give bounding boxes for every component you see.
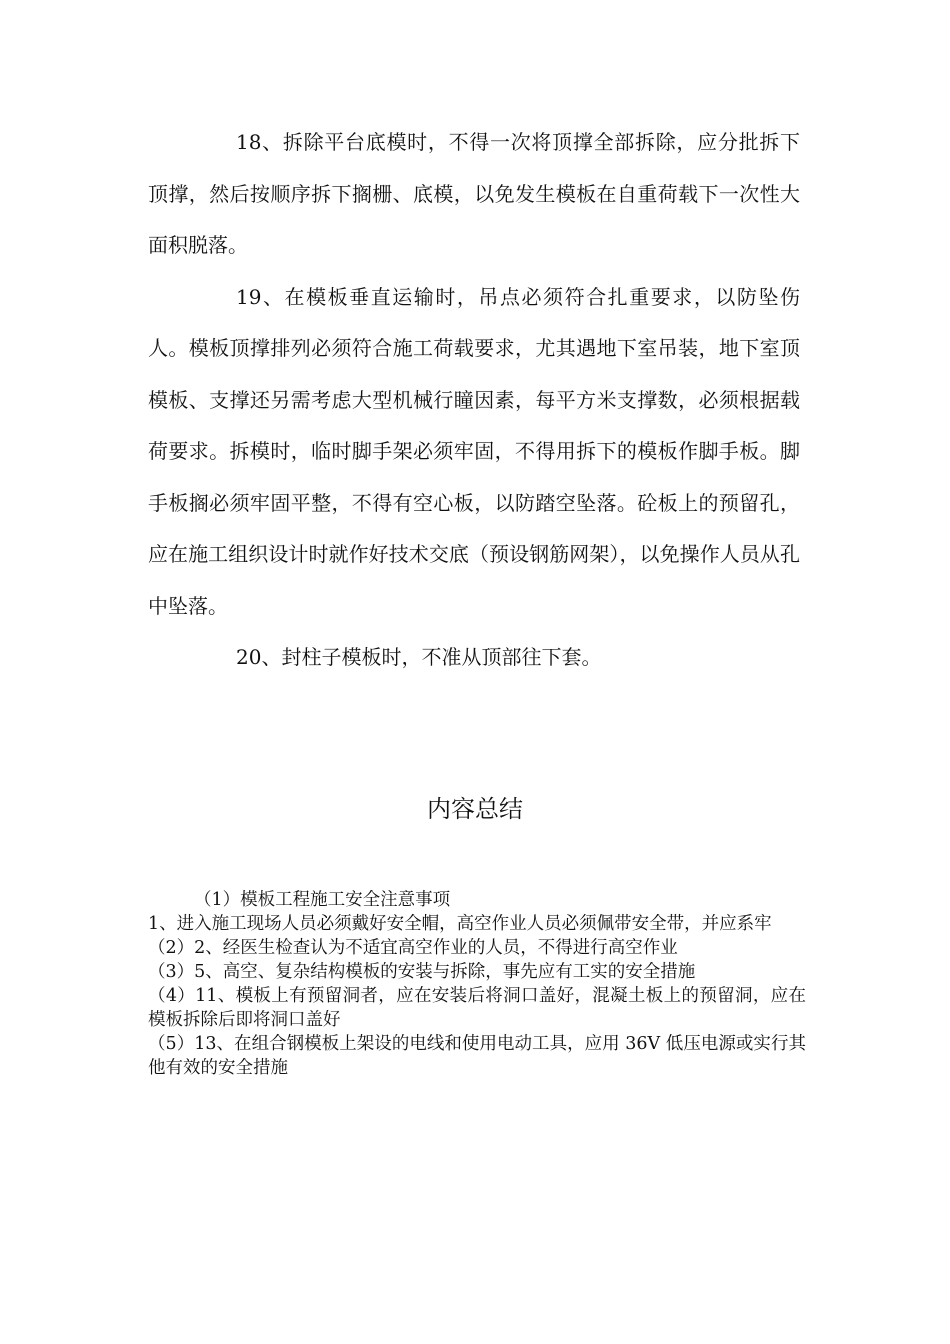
summary-item: （4）11、模板上有预留洞者，应在安装后将洞口盖好，混凝土板上的预留洞，应在模板拆除后即将洞口盖好 — [148, 986, 806, 1030]
summary-item: （5）13、在组合钢模板上架设的电线和使用电动工具，应用 36V 低压电源或实行其他有效的安全措施 — [148, 1034, 806, 1078]
summary-list — [148, 888, 806, 1080]
paragraph-19: 19、在模板垂直运输时，吊点必须符合扎重要求，以防坠伤人。模板顶撑排列必须符合施工荷载要求，尤其遇地下室吊装，地下室顶模板、支撑还另需考虑大型机械行瞳因素，每平方米支撑数，必须根据载荷要求。拆模时，临时脚手架必须牢固，不得用拆下的模板作脚手板。脚手板搁必须牢固平整，不得有空心板，以防踏空坠落。砼板上的预留孔，应在施工组织设计时就作好技术交底（预设钢筋网架），以免操作人员从孔中坠落。 — [148, 284, 800, 618]
paragraph-18: 18、拆除平台底模时，不得一次将顶撑全部拆除，应分批拆下顶撑，然后按顺序拆下搁栅、底模，以免发生模板在自重荷载下一次性大面积脱落。 — [148, 130, 800, 257]
body-text — [148, 117, 800, 684]
summary-item: 1、进入施工现场人员必须戴好安全帽，高空作业人员必须佩带安全带，并应系牢 — [148, 914, 772, 934]
paragraph-20: 20、封柱子模板时，不准从顶部往下套。 — [236, 645, 602, 669]
summary-item: （2）2、经医生检查认为不适宜高空作业的人员，不得进行高空作业 — [148, 938, 678, 958]
summary-item: （1）模板工程施工安全注意事项 — [194, 890, 451, 910]
summary-item: （3）5、高空、复杂结构模板的安装与拆除，事先应有工实的安全措施 — [148, 962, 696, 982]
summary-heading: 内容总结 — [427, 795, 523, 823]
